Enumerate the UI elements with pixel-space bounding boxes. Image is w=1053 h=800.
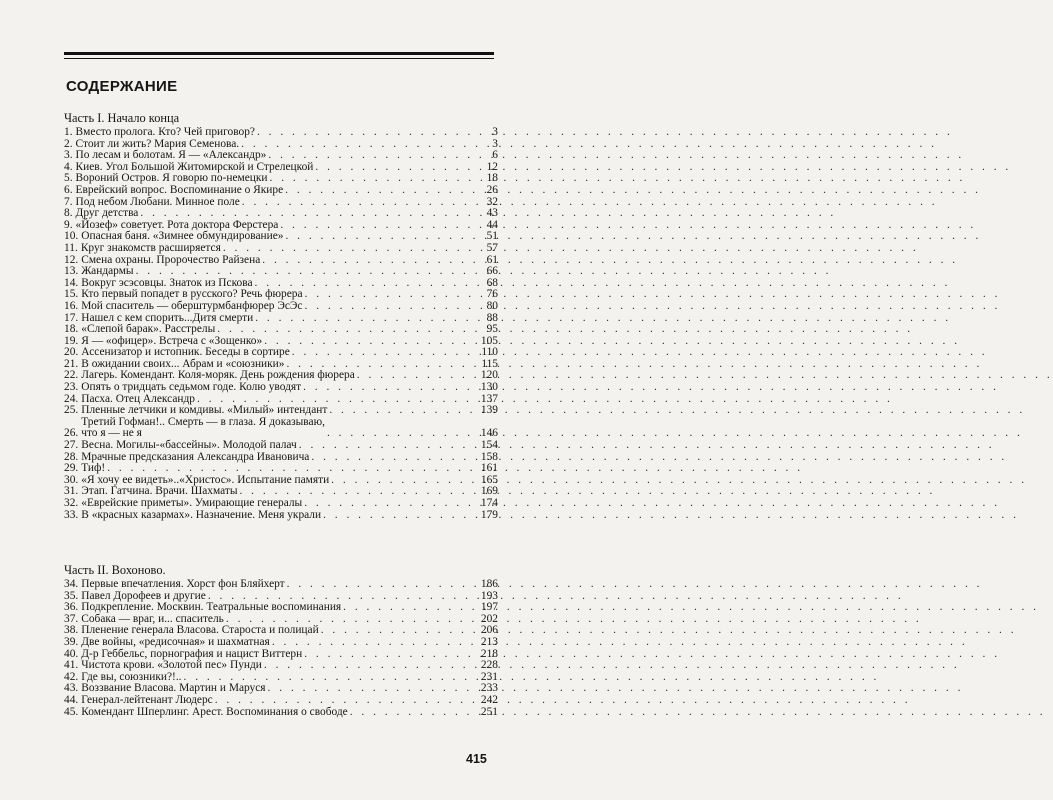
entry-title-line: В «красных казармах». Назначение. Меня украли xyxy=(81,508,322,521)
entry-number: 3. xyxy=(64,149,73,162)
entry-page: 32 xyxy=(486,195,498,208)
entry-number: 33. xyxy=(64,508,79,521)
entry-number: 20. xyxy=(64,346,79,359)
entry-title-line: Третий Гофман!.. Смерть — в глаза. Я доказываю, xyxy=(81,415,325,428)
entry-title-line: По лесам и болотам. Я — «Александр» xyxy=(75,149,267,162)
entry-number: 11. xyxy=(64,241,78,254)
entry-page: 110 xyxy=(481,346,498,359)
entry-number: 31. xyxy=(64,485,79,498)
entry-title-line: Павел Дорофеев и другие xyxy=(81,589,206,602)
entry-number: 12. xyxy=(64,253,79,266)
dot-leader xyxy=(304,498,466,510)
entry-title-line: Кто первый попадет в русского? Речь фюрера xyxy=(81,288,303,301)
entry-number: 44. xyxy=(64,693,79,706)
entry-number: 27. xyxy=(64,439,79,452)
entry-page: 51 xyxy=(486,230,498,243)
entry-number: 37. xyxy=(64,612,79,625)
entry-title-line: Друг детства xyxy=(75,207,139,220)
entry-number: 9. xyxy=(64,218,73,231)
entry-title-line: Вместо пролога. Кто? Чей приговор? xyxy=(75,126,255,138)
entry-number: 26. xyxy=(64,427,79,440)
entry-number: 23. xyxy=(64,381,79,394)
entry-page: 120 xyxy=(480,369,498,382)
dot-leader xyxy=(323,510,466,522)
dot-leader xyxy=(329,405,466,417)
entry-title-line: Тиф! xyxy=(81,462,106,475)
top-rule xyxy=(64,52,494,59)
entry-number: 22. xyxy=(64,369,79,382)
entry-number: 14. xyxy=(64,276,79,289)
part-1-entries xyxy=(64,127,498,521)
entry-page: 233 xyxy=(480,682,498,695)
entry-page: 80 xyxy=(486,299,498,312)
entry-number: 8. xyxy=(64,207,73,220)
entry-page: 88 xyxy=(486,311,498,324)
entry-page: 18 xyxy=(486,172,498,185)
entry-page: 105 xyxy=(480,334,498,347)
entry-page: 174 xyxy=(480,497,498,509)
entry-title-line: Воззвание Власова. Мартин и Маруся xyxy=(81,682,266,695)
entry-page: 139 xyxy=(480,404,498,417)
entry-title-line: «Я хочу ее видеть»..«Христос». Испытание памяти xyxy=(81,473,330,486)
entry-title-line: Жандармы xyxy=(81,265,134,278)
entry-title-line: Я — «офицер». Встреча с «Зощенко» xyxy=(81,334,263,347)
entry-page: 186 xyxy=(480,578,498,590)
entry-number: 45. xyxy=(64,705,79,718)
entry-title-line: Весна. Могилы-«бассейны». Молодой палач xyxy=(81,439,297,452)
entry-title-line: Пленение генерала Власова. Староста и полицай xyxy=(81,624,319,637)
entry-title-line: Под небом Любани. Минное поле xyxy=(75,195,240,208)
entry-title-line: Мой спаситель — оберштурмбанфюрер ЭсЭс xyxy=(81,299,303,312)
entry-page: 202 xyxy=(480,612,498,625)
entry-page: 197 xyxy=(480,601,498,614)
toc-entry xyxy=(64,510,498,522)
entry-page: 3 xyxy=(492,137,498,150)
toc-entry xyxy=(64,417,498,440)
entry-title-line: Собака — враг, и... спаситель xyxy=(81,612,224,625)
dot-leader xyxy=(350,707,466,719)
entry-number: 36. xyxy=(64,601,79,614)
entry-title-line: Чистота крови. «Золотой пес» Пунди xyxy=(81,659,262,672)
entry-title-line: Ассенизатор и истопник. Беседы в сортире xyxy=(81,346,290,359)
entry-number: 4. xyxy=(64,160,73,173)
entry-title xyxy=(78,417,325,440)
entry-page: 57 xyxy=(486,241,498,254)
entry-page: 115 xyxy=(481,357,498,370)
part-2-heading: Часть II. Вохоново. xyxy=(64,563,166,577)
entry-number: 39. xyxy=(64,635,79,648)
entry-title-line: Вороний Остров. Я говорю по-немецки xyxy=(75,172,268,185)
entry-number: 7. xyxy=(64,195,73,208)
entry-page: 179 xyxy=(480,508,498,521)
toc-entry xyxy=(64,707,498,719)
entry-page: 154 xyxy=(480,439,498,452)
entry-title-line: Опасная баня. «Зимнее обмундирование» xyxy=(81,230,284,243)
page-number: 415 xyxy=(466,752,487,766)
entry-page: 218 xyxy=(480,647,498,660)
entry-number: 25. xyxy=(64,404,79,417)
entry-number: 18. xyxy=(64,323,79,336)
entry-title-line: Круг знакомств расширяется xyxy=(80,241,221,254)
entry-page: 44 xyxy=(486,218,498,231)
entry-title-line: Этап. Гатчина. Врачи. Шахматы xyxy=(81,485,238,498)
entry-page: 165 xyxy=(480,473,498,486)
entry-title-continuation: что я — не я xyxy=(81,427,142,440)
entry-number: 2. xyxy=(64,137,73,150)
entry-number: 38. xyxy=(64,624,79,637)
entry-title xyxy=(78,510,321,522)
entry-title-line: Комендант Шперлинг. Арест. Воспоминания о свободе xyxy=(81,705,348,718)
entry-number: 6. xyxy=(64,183,73,196)
entry-title-line: Где вы, союзники?!.. xyxy=(81,670,182,683)
entry-number: 30. xyxy=(64,473,79,486)
entry-number: 29. xyxy=(64,462,79,475)
entry-page: 66 xyxy=(486,265,498,278)
entry-page: 130 xyxy=(480,381,498,394)
entry-title-line: Подкрепление. Москвин. Театральные воспоминания xyxy=(81,601,342,614)
entry-page: 146 xyxy=(480,427,498,440)
entry-number: 42. xyxy=(64,670,79,683)
entry-title-line: «Слепой барак». Расстрелы xyxy=(81,323,216,336)
entry-title-line: Д-р Геббельс, порнография и нацист Виттерн xyxy=(81,647,303,660)
entry-title-line: Две войны, «редисочная» и шахматная xyxy=(81,635,270,648)
entry-title-line: В ожидании своих... Абрам и «союзники» xyxy=(81,357,285,370)
entry-number: 17. xyxy=(64,311,79,324)
entry-number: 19. xyxy=(64,334,79,347)
entry-title-line: Нашел с кем спорить...Дитя смерти xyxy=(81,311,254,324)
dot-leader xyxy=(299,440,466,452)
entry-title-line: «Еврейские приметы». Умирающие генералы xyxy=(81,497,303,509)
entry-title-line: Еврейский вопрос. Воспоминание о Якире xyxy=(75,183,284,196)
dot-leader xyxy=(264,660,466,672)
entry-title-line: Киев. Угол Большой Житомирской и Стрелецкой xyxy=(75,160,314,173)
entry-number: 28. xyxy=(64,450,79,463)
dot-leader xyxy=(285,185,466,197)
entry-page: 26 xyxy=(486,183,498,196)
entry-page: 158 xyxy=(480,450,498,463)
entry-number: 10. xyxy=(64,230,79,243)
entry-page: 95 xyxy=(486,323,498,336)
entry-title xyxy=(78,707,347,719)
entry-title-line: Лагерь. Комендант. Коля-моряк. День рождения фюрера xyxy=(81,369,355,382)
entry-title-line: Опять о тридцать седьмом годе. Колю уводят xyxy=(81,381,302,394)
page-title: СОДЕРЖАНИЕ xyxy=(66,78,178,95)
entry-page: 61 xyxy=(486,253,498,266)
entry-page: 251 xyxy=(480,705,498,718)
entry-title-line: Смена охраны. Пророчество Райзена xyxy=(81,253,261,266)
part-2-entries xyxy=(64,579,498,718)
entry-number: 13. xyxy=(64,265,79,278)
dot-leader xyxy=(287,579,466,591)
entry-title-line: Пасха. Отец Александр xyxy=(81,392,195,405)
dot-leader xyxy=(257,127,466,139)
entry-page: 68 xyxy=(486,276,498,289)
entry-page: 76 xyxy=(486,288,498,301)
part-1-heading: Часть I. Начало конца xyxy=(64,111,180,125)
entry-title-line: Первые впечатления. Хорст фон Бляйхерт xyxy=(81,578,285,590)
entry-page: 213 xyxy=(480,635,498,648)
entry-page: 231 xyxy=(480,670,498,683)
entry-number: 43. xyxy=(64,682,79,695)
entry-title-line: Мрачные предсказания Александра Ивановича xyxy=(81,450,310,463)
entry-page: 161 xyxy=(480,462,498,475)
entry-number: 5. xyxy=(64,172,73,185)
entry-number: 35. xyxy=(64,589,79,602)
entry-page: 169 xyxy=(480,485,498,498)
entry-title-line: Пленные летчики и комдивы. «Милый» интендант xyxy=(81,404,328,417)
entry-page: 242 xyxy=(480,693,498,706)
entry-number: 40. xyxy=(64,647,79,660)
entry-title-line: Стоит ли жить? Мария Семенова. xyxy=(75,137,240,150)
entry-number: 16. xyxy=(64,299,79,312)
entry-title-line: «Йозеф» советует. Рота доктора Ферстера xyxy=(75,218,279,231)
dot-leader xyxy=(305,301,467,313)
entry-number: 24. xyxy=(64,392,79,405)
entry-page: 137 xyxy=(480,392,498,405)
entry-title-line: Вокруг эсэсовцы. Знаток из Пскова xyxy=(81,276,253,289)
entry-page: 3 xyxy=(492,126,498,138)
entry-page: 206 xyxy=(480,624,498,637)
entry-page: 6 xyxy=(492,149,498,162)
entry-number: 34. xyxy=(64,578,79,590)
entry-number: 21. xyxy=(64,357,79,370)
entry-number: 15. xyxy=(64,288,79,301)
entry-page: 228 xyxy=(480,659,498,672)
entry-number: 32. xyxy=(64,497,79,509)
entry-number: 1. xyxy=(64,126,73,138)
entry-page: 12 xyxy=(486,160,498,173)
entry-title-line: Генерал-лейтенант Людерс xyxy=(81,693,213,706)
entry-page: 43 xyxy=(486,207,498,220)
dot-leader xyxy=(303,382,466,394)
entry-number: 41. xyxy=(64,659,79,672)
entry-page: 193 xyxy=(480,589,498,602)
